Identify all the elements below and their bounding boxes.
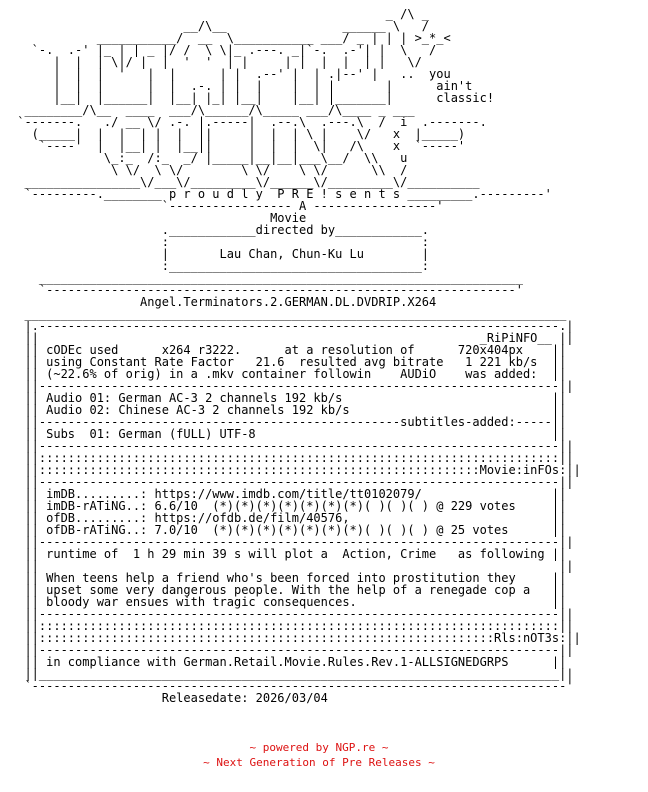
footer	[0, 740, 648, 770]
nfo-line: || ofDB-rATiNG..: 7.0/10 (*)(*)(*)(*)(*)(*)(*)( )( )( ) @ 25 votes ||	[10, 523, 567, 537]
nfo-line: .____________directed by____________.	[10, 223, 430, 237]
nfo-line: ||------------------------------------------------------------------------||	[10, 379, 574, 393]
nfo-line: (_____| | | | | | || | | | \ | \/ x |_____)	[10, 127, 466, 141]
nfo-line: ||::::::::::::::::::::::::::::::::::::::::::::::::::::::::::::::::::::::::||	[10, 451, 574, 465]
nfo-line: ||------------------------------------------------------------------------||	[10, 439, 574, 453]
nfo-line: || upset some very dangerous people. With the help of a renegade cop a ||	[10, 583, 567, 597]
nfo-line: ___________________________________________________________________	[10, 271, 523, 285]
nfo-line: ||------------------------------------------------------------------------||	[10, 607, 574, 621]
nfo-line: || Audio 01: German AC-3 2 channels 192 kb/s ||	[10, 391, 567, 405]
nfo-line: |__| |______| |__| |_| |__| |__| |_______| classic!	[10, 91, 495, 105]
nfo-line: `-----------------------------------------------------------------'	[10, 283, 523, 297]
nfo-line: | | | | | .-. | | | | | | | ain't	[10, 79, 473, 93]
nfo-line: |.------------------------------------------------------------------------.|	[10, 319, 574, 333]
nfo-line: || imDB-rATiNG..: 6.6/10 (*)(*)(*)(*)(*)(*)(*)( )( )( ) @ 229 votes ||	[10, 499, 567, 513]
nfo-line: :___________________________________:	[10, 259, 430, 273]
nfo-text-block	[10, 8, 646, 704]
nfo-line: | | | \|/ | | ' ' | | | | | | | | \/	[10, 55, 422, 69]
nfo-line: || bloody war ensues with tragic consequences. ||	[10, 595, 567, 609]
nfo-line: `----------------- A -----------------'	[10, 199, 444, 213]
nfo-line: ___________________________________________________________________________	[10, 307, 567, 321]
nfo-line: `--------------------------------------------------------------------------'	[10, 679, 574, 693]
nfo-line: || When teens help a friend who's been forced into prostitution they ||	[10, 571, 567, 585]
nfo-line: `----' | |__| | |__|| | | | \| /\ x `-----'	[10, 139, 466, 153]
nfo-line: Movie	[10, 211, 307, 225]
nfo-line: ||:::::::::::::::::::::::::::::::::::::::::::::::::::::::::::::::Rls:nOT3s:||	[10, 631, 581, 645]
nfo-line: || cODEc used x264 r3222. at a resolution of 720x404px ||	[10, 343, 567, 357]
nfo-line: | | | ' | | | | .--' | | .|--' | .. you	[10, 67, 451, 81]
nfo-line: ________/\__ ____ ___/\______/\_____ ___/\____ _ ___	[10, 103, 415, 117]
nfo-line: ________________\/___\/_________\/______\/_________\/__________	[10, 175, 480, 189]
nfo-line: Angel.Terminators.2.GERMAN.DL.DVDRIP.X264	[10, 295, 437, 309]
nfo-line: || imDB.........: https://www.imdb.com/title/tt0102079/ ||	[10, 487, 567, 501]
nfo-line: || (~22.6% of orig) in a .mkv container followin AUDiO was added: ||	[10, 367, 567, 381]
nfo-line: || in compliance with German.Retail.Movie.Rules.Rev.1-ALLSIGNEDGRPS ||	[10, 655, 567, 669]
nfo-line: \_:_ /:_ _/ |_____|__|__|___\__/ \\ u	[10, 151, 408, 165]
nfo-line: _ /\ _	[10, 8, 430, 21]
powered-by-text: ~ powered by NGP.re ~	[249, 741, 389, 754]
nfo-line: || Audio 02: Chinese AC-3 2 channels 192 kb/s ||	[10, 403, 567, 417]
nfo-line: || Subs 01: German (fULL) UTF-8 ||	[10, 427, 567, 441]
nfo-line: `---------.________ p r o u d l y P R E ! s e n t s _________.---------'	[10, 187, 552, 201]
nfo-line: ||------------------------------------------------------------------------||	[10, 643, 574, 657]
nfo-line: || ||	[10, 559, 574, 573]
tagline-text: ~ Next Generation of Pre Releases ~	[203, 756, 435, 769]
nfo-line: ||------------------------------------------------------------------------||	[10, 535, 574, 549]
nfo-line: Releasedate: 2026/03/04	[10, 691, 328, 704]
nfo-line: ||:::::::::::::::::::::::::::::::::::::::::::::::::::::::::::::Movie:inFOs:||	[10, 463, 581, 477]
nfo-line: || ofDB.........: https://ofdb.de/film/40576, ||	[10, 511, 567, 525]
nfo-line: || using Constant Rate Factor 21.6 resulted avg bitrate 1 221 kb/s ||	[10, 355, 567, 369]
nfo-line: || runtime of 1 h 29 min 39 s will plot a Action, Crime as following ||	[10, 547, 567, 561]
nfo-line: ||________________________________________________________________________||	[10, 667, 574, 681]
nfo-line: \ \/ \ \/ \ \/ \ \/ \\ /	[10, 163, 408, 177]
nfo-line: `-------. ./ __ \/ .-. |.-----| .--.\ .---.\ / i .-------.	[10, 115, 487, 129]
nfo-line: `-. .-' |_ | | _ |/ / \ \|_ .---. _|`-. .-'| | \ /	[10, 43, 437, 57]
nfo-line: __/\__ ______ \ /	[10, 19, 430, 33]
nfo-line: ___________/ __ \___________ ___/ _ | | | >_*_<	[10, 31, 451, 45]
nfo-line: ||::::::::::::::::::::::::::::::::::::::::::::::::::::::::::::::::::::::::||	[10, 619, 574, 633]
nfo-line: || _RiPiNFO__ ||	[10, 331, 574, 345]
nfo-line: | Lau Chan, Chun-Ku Lu |	[10, 247, 430, 261]
nfo-line: : :	[10, 235, 430, 249]
nfo-line: ||------------------------------------------------------------------------||	[10, 475, 574, 489]
nfo-line: ||--------------------------------------------------subtitles-added:-----||	[10, 415, 567, 429]
